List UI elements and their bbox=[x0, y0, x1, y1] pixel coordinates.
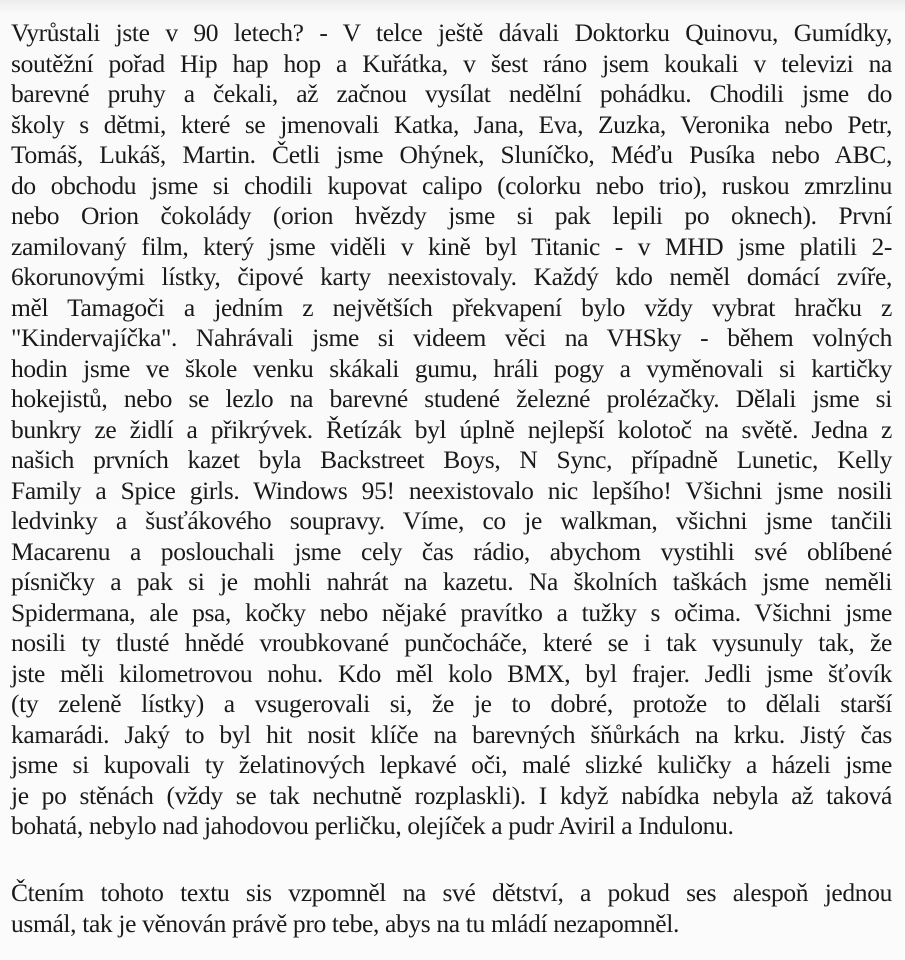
text-line: usmál, tak je věnován právě pro tebe, abys na tu mládí nezapomněl. bbox=[11, 908, 680, 938]
closing-paragraph bbox=[11, 878, 892, 939]
text-line: Vyrůstali jste v 90 letech? - V telce ještě dávali Doktorku Quinovu, Gumídky, bbox=[11, 18, 892, 47]
text-line: do obchodu jsme si chodili kupovat calipo (colorku nebo trio), ruskou zmrzlinu bbox=[11, 170, 892, 200]
text-line: ledvinky a šusťákového soupravy. Víme, co je walkman, všichni jsme tančili bbox=[11, 506, 892, 535]
text-line: 6korunovými lístky, čipové karty neexistovaly. Každý kdo neměl domácí zvíře, bbox=[11, 262, 892, 291]
text-line: Macarenu a poslouchali jsme cely čas rádio, abychom vystihli své oblíbené bbox=[11, 536, 892, 566]
text-line: zamilovaný film, který jsme viděli v kině byl Titanic - v MHD jsme platili 2- bbox=[11, 231, 892, 261]
text-line: školy s dětmi, které se jmenovali Katka, Jana, Eva, Zuzka, Veronika nebo Petr, bbox=[11, 109, 892, 139]
text-line: nosili ty tlusté hnědé vroubkované punčocháče, které se i tak vysunuly tak, že bbox=[11, 628, 892, 657]
text-line: jsme si kupovali ty želatinových lepkavé oči, malé slizké kuličky a házeli jsme bbox=[11, 750, 892, 779]
text-line: je po stěnách (vždy se tak nechutně rozplaskli). I když nabídka nebyla až taková bbox=[11, 780, 892, 810]
text-line: Tomáš, Lukáš, Martin. Četli jsme Ohýnek, Sluníčko, Méďu Pusíka nebo ABC, bbox=[11, 140, 892, 169]
main-paragraph bbox=[11, 18, 892, 842]
text-line: měl Tamagoči a jedním z největších překvapení bylo vždy vybrat hračku z bbox=[11, 292, 892, 322]
text-line: našich prvních kazet byla Backstreet Boys, N Sync, případně Lunetic, Kelly bbox=[11, 445, 892, 474]
text-line: hokejistů, nebo se lezlo na barevné studené železné prolézačky. Dělali jsme si bbox=[11, 384, 892, 413]
text-line: písničky a pak si je mohli nahrát na kazetu. Na školních taškách jsme neměli bbox=[11, 567, 892, 596]
text-line: barevné pruhy a čekali, až začnou vysílat nedělní pohádku. Chodili jsme do bbox=[11, 79, 892, 108]
text-line: bunkry ze židlí a přikrývek. Řetízák byl úplně nejlepší kolotoč na světě. Jedna z bbox=[11, 414, 892, 444]
text-line: Čtením tohoto textu sis vzpomněl na své dětství, a pokud ses alespoň jednou bbox=[11, 878, 892, 907]
text-line: (ty zeleně lístky) a vsugerovali si, že je to dobré, protože to dělali starší bbox=[11, 689, 892, 718]
text-line: bohatá, nebylo nad jahodovou perličku, olejíček a pudr Aviril a Indulonu. bbox=[11, 811, 734, 840]
text-line: nebo Orion čokolády (orion hvězdy jsme si pak lepili po oknech). První bbox=[11, 201, 892, 230]
text-line: Family a Spice girls. Windows 95! neexistovalo nic lepšího! Všichni jsme nosili bbox=[11, 475, 892, 505]
text-line: Spidermana, ale psa, kočky nebo nějaké pravítko a tužky s očima. Všichni jsme bbox=[11, 597, 892, 627]
text-line: soutěžní pořad Hip hap hop a Kuřátka, v šest ráno jsem koukali v televizi na bbox=[11, 48, 892, 78]
text-line: jste měli kilometrovou nohu. Kdo měl kolo BMX, byl frajer. Jedli jsme šťovík bbox=[11, 658, 892, 688]
text-line: "Kindervajíčka". Nahrávali jsme si videem věci na VHSky - během volných bbox=[11, 323, 892, 352]
text-line: hodin jsme ve škole venku skákali gumu, hráli pogy a vyměnovali si kartičky bbox=[11, 353, 892, 383]
text-line: kamarádi. Jaký to byl hit nosit klíče na barevných šňůrkách na krku. Jistý čas bbox=[11, 719, 892, 749]
